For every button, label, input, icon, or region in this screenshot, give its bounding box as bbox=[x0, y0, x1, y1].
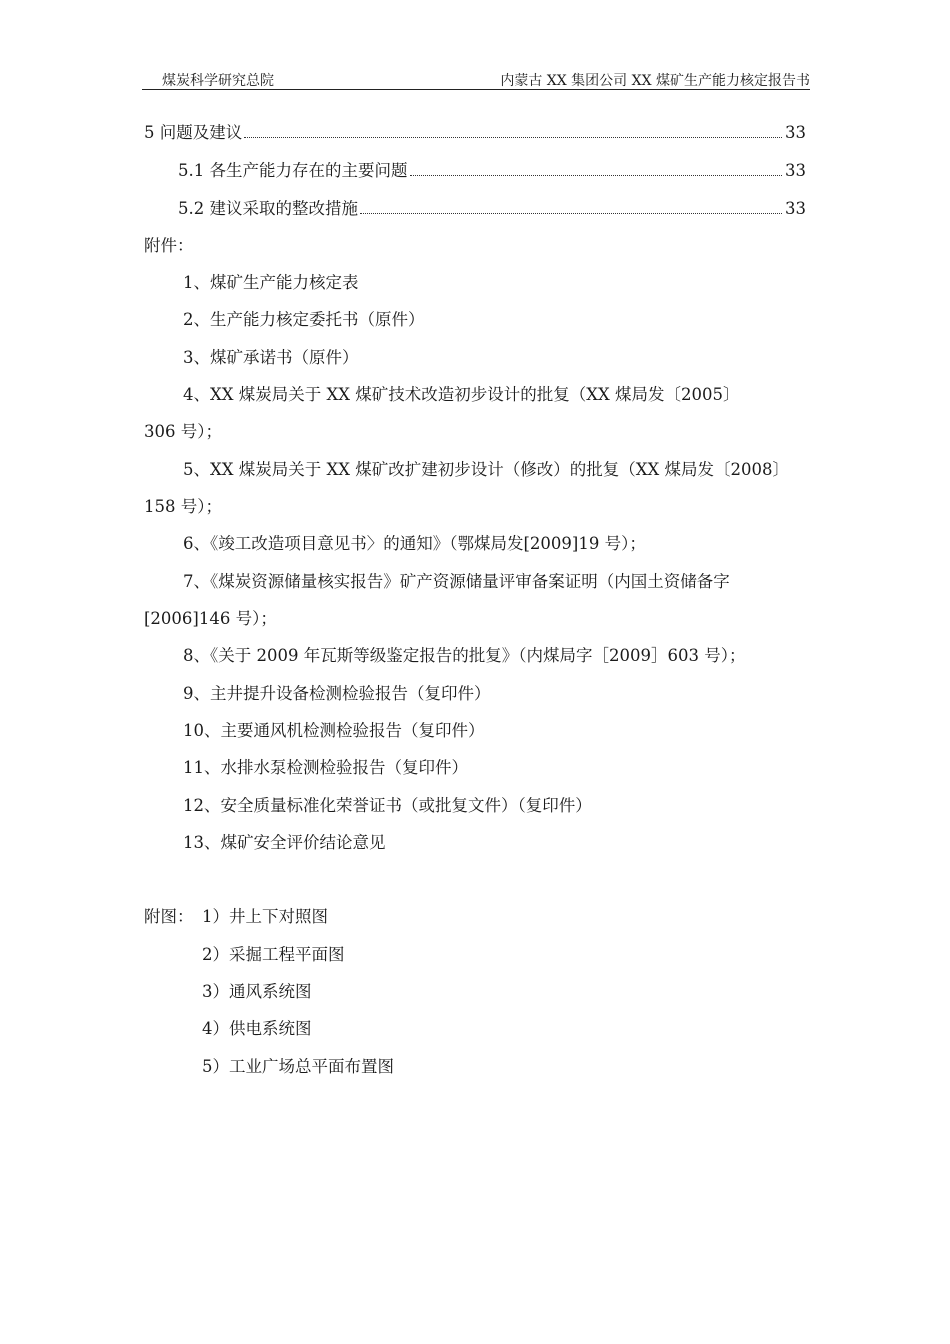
attachment-item: 8、《关于 2009 年瓦斯等级鉴定报告的批复》（内煤局字［2009］603 号）； bbox=[183, 646, 746, 665]
attachment-item: 7、《煤炭资源储量核实报告》矿产资源储量评审备案证明（内国土资储备字 bbox=[183, 572, 730, 591]
toc-leader-dots bbox=[244, 136, 782, 138]
toc-leader-dots bbox=[410, 174, 783, 176]
attachment-item: 11、水排水泵检测检验报告（复印件） bbox=[183, 758, 468, 777]
figure-item: 2）采掘工程平面图 bbox=[202, 945, 345, 964]
attachment-item: 5、XX 煤炭局关于 XX 煤矿改扩建初步设计（修改）的批复（XX 煤局发〔2008〕 bbox=[183, 460, 789, 479]
toc-entry-label: 5.2 建议采取的整改措施 bbox=[178, 199, 358, 218]
figure-item: 1）井上下对照图 bbox=[202, 907, 328, 926]
attachment-item: 9、主井提升设备检测检验报告（复印件） bbox=[183, 684, 491, 703]
toc-entry-5-2[interactable] bbox=[178, 196, 806, 222]
attachment-item: 4、XX 煤炭局关于 XX 煤矿技术改造初步设计的批复（XX 煤局发〔2005〕 bbox=[183, 385, 740, 404]
attachment-item: 2、生产能力核定委托书（原件） bbox=[183, 310, 425, 329]
toc-entry-label: 5 问题及建议 bbox=[144, 123, 243, 142]
figure-item: 4）供电系统图 bbox=[202, 1019, 312, 1038]
attachment-item: 6、《竣工改造项目意见书〉的通知》（鄂煤局发[2009]19 号）； bbox=[183, 534, 646, 553]
toc-page-number: 33 bbox=[785, 123, 806, 142]
toc-entry-5-1[interactable] bbox=[178, 158, 806, 184]
attachment-item-continuation: [2006]146 号）； bbox=[144, 609, 277, 628]
toc-page-number: 33 bbox=[785, 161, 806, 180]
toc-entry-label: 5.1 各生产能力存在的主要问题 bbox=[178, 161, 408, 180]
figure-item: 5）工业广场总平面布置图 bbox=[202, 1057, 394, 1076]
attachment-item-continuation: 158 号）； bbox=[144, 497, 222, 516]
attachment-item: 10、主要通风机检测检验报告（复印件） bbox=[183, 721, 485, 740]
attachment-item: 13、煤矿安全评价结论意见 bbox=[183, 833, 386, 852]
attachments-heading: 附件： bbox=[144, 236, 194, 255]
figure-item: 3）通风系统图 bbox=[202, 982, 312, 1001]
attachment-item-continuation: 306 号）； bbox=[144, 422, 222, 441]
header-rule bbox=[142, 89, 810, 90]
toc-page-number: 33 bbox=[785, 199, 806, 218]
attachment-item: 12、安全质量标准化荣誉证书（或批复文件）（复印件） bbox=[183, 796, 592, 815]
header-left-text: 煤炭科学研究总院 bbox=[162, 73, 274, 89]
attachment-item: 1、煤矿生产能力核定表 bbox=[183, 273, 359, 292]
toc-entry-5[interactable] bbox=[144, 120, 806, 146]
figures-heading: 附图： bbox=[144, 907, 194, 926]
header-right-text: 内蒙古 XX 集团公司 XX 煤矿生产能力核定报告书 bbox=[500, 73, 810, 89]
attachment-item: 3、煤矿承诺书（原件） bbox=[183, 348, 359, 367]
toc-leader-dots bbox=[360, 212, 782, 214]
